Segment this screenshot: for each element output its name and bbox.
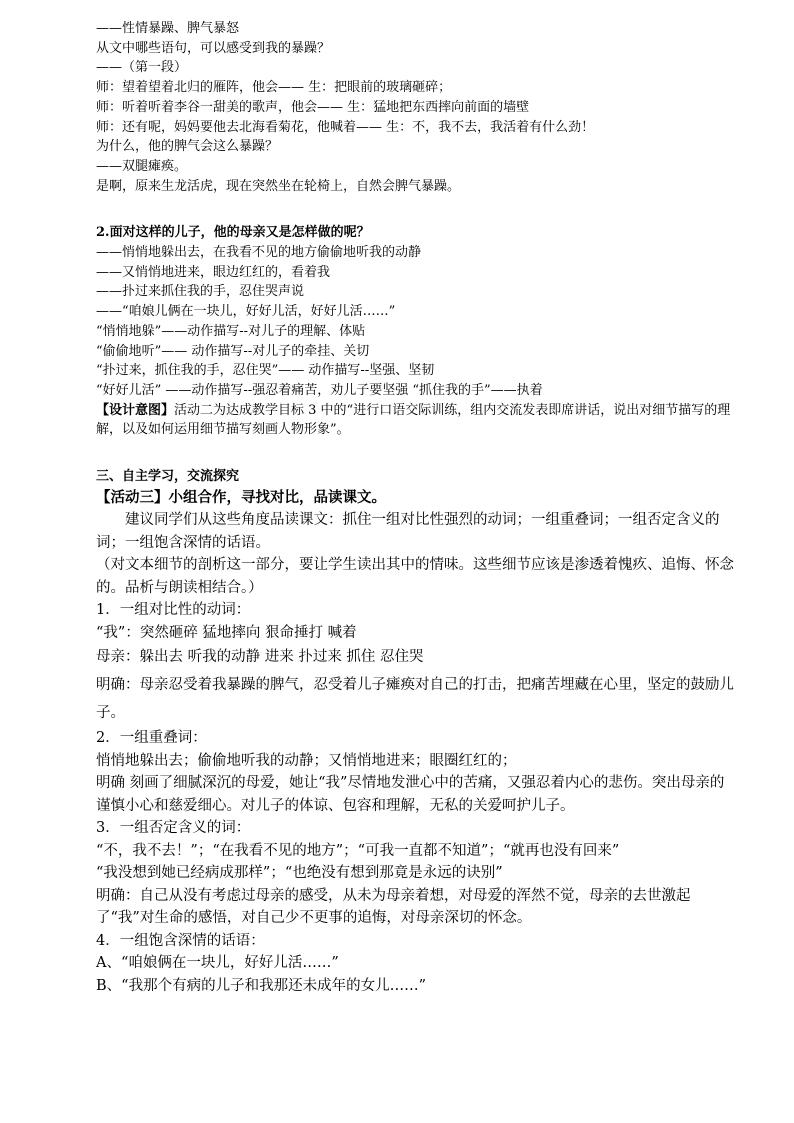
top-margin	[96, 0, 734, 19]
text-line: “扑过来，抓住我的手，忍住哭”—— 动作描写--坚强、坚韧	[96, 363, 435, 379]
subsection-title: 1．一组对比性的动词：	[96, 602, 251, 619]
paragraph: 明确 刻画了细腻深沉的母爱，她让“我”尽情地发泄心中的苦痛，又强忍着内心的悲伤。突出母亲的谨慎小心和慈爱细心。对儿子的体谅、包容和理解，无私的关爱呵护儿子。	[96, 775, 725, 814]
text-line: ——扑过来抓住我的手，忍住哭声说	[96, 284, 305, 300]
text-line: “我”：突然砸碎 猛地摔向 狠命捶打 喊着	[96, 624, 357, 641]
text-line: 母亲：躲出去 听我的动静 进来 扑过来 抓住 忍住哭	[96, 649, 424, 666]
text-line: “不，我不去！”；“在我看不见的地方”；“可我一直都不知道”；“就再也没有回来”	[96, 842, 620, 859]
text-line: B、“我那个有病的儿子和我那还未成年的女儿……”	[96, 977, 426, 994]
design-intent-label: 【设计意图】	[96, 402, 175, 418]
paragraph: 明确：母亲忍受着我暴躁的脾气，忍受着儿子瘫痪对自己的打击，把痛苦埋藏在心里，坚定的鼓励儿子。	[96, 677, 734, 722]
text-line: ——双腿瘫痪。	[96, 158, 188, 174]
text-line: “偷偷地听”—— 动作描写--对儿子的牵挂、关切	[96, 343, 370, 359]
spacer	[96, 440, 734, 467]
section-heading: 2.面对这样的儿子，他的母亲又是怎样做的呢？	[96, 225, 370, 241]
subsection-title: 4．一组饱含深情的话语：	[96, 932, 265, 949]
text-line: 是啊，原来生龙活虎，现在突然坐在轮椅上，自然会脾气暴躁。	[96, 178, 461, 194]
text-line: “悄悄地躲”——动作描写--对儿子的理解、体贴	[96, 323, 366, 339]
text-line: 师：听着听着李谷一甜美的歌声，他会—— 生：猛地把东西摔向前面的墙壁	[96, 99, 530, 115]
text-line: 为什么，他的脾气会这么暴躁？	[96, 139, 279, 155]
text-line: 师：还有呢，妈妈要他去北海看菊花，他喊着—— 生：不，我不去，我活着有什么劲！	[96, 119, 595, 135]
text-line: “好好儿活” ——动作描写--强忍着痛苦，劝儿子要坚强 “抓住我的手”——执着	[96, 382, 543, 398]
subsection-title: 3．一组否定含义的词：	[96, 820, 251, 837]
text-line: ——又悄悄地进来，眼边红红的，看着我	[96, 264, 331, 280]
text-line: ——（第一段）	[96, 60, 188, 76]
text-line: 从文中哪些语句，可以感受到我的暴躁？	[96, 40, 331, 56]
text-line: ——性情暴躁、脾气暴怒	[96, 21, 240, 36]
text-line: 悄悄地躲出去；偷偷地听我的动静；又悄悄地进来；眼圈红红的；	[96, 752, 517, 769]
text-line: ——悄悄地躲出去，在我看不见的地方偷偷地听我的动静	[96, 245, 422, 261]
text-line: A、“咱娘俩在一块儿，好好儿活……”	[96, 955, 339, 972]
design-intent-text: 活动二为达成教学目标 3 中的“进行口语交际训练，组内交流发表即席讲话，说出对细节描写的理解，以及如何运用细节描写刻画人物形象”。	[96, 402, 731, 438]
text-line: ——“咱娘儿俩在一块儿，好好儿活，好好儿活……”	[96, 304, 396, 320]
activity-heading: 【活动三】小组合作，寻找对比，品读课文。	[96, 488, 386, 506]
section-heading: 三、自主学习，交流探究	[96, 469, 240, 485]
paragraph: 建议同学们从这些角度品读课文：抓住一组对比性强烈的动词；一组重叠词；一组否定含义的词；一组饱含深情的话语。	[96, 512, 720, 551]
spacer	[96, 196, 734, 223]
design-intent	[96, 401, 734, 440]
text-line: “我没想到她已经病成那样”；“也绝没有想到那竟是永远的诀别”	[96, 865, 503, 882]
text-line: 师：望着望着北归的雁阵，他会—— 生：把眼前的玻璃砸碎；	[96, 80, 452, 96]
paragraph: 明确：自己从没有考虑过母亲的感受，从未为母亲着想，对母爱的浑然不觉，母亲的去世激起了“我”对生命的感悟，对自己少不更事的追悔，对母亲深切的怀念。	[96, 887, 691, 927]
subsection-title: 2．一组重叠词：	[96, 730, 207, 747]
paragraph: （对文本细节的剖析这一部分，要让学生读出其中的情味。这些细节应该是渗透着愧疚、追悔、怀念的。品析与朗读相结合。）	[96, 557, 734, 596]
